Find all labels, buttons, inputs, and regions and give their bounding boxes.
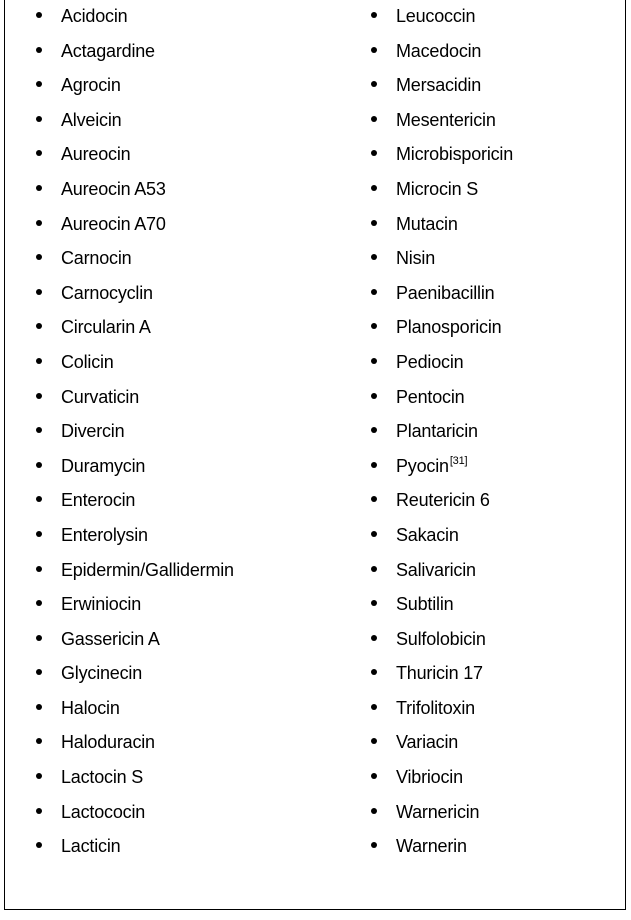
list-item-label: Salivaricin [396,559,476,580]
list-item-label: Sakacin [396,524,459,545]
bullet-icon [36,808,42,814]
list-item-label: Subtilin [396,594,454,615]
bullet-icon [36,600,42,606]
list-item-label: Acidocin [61,6,128,26]
list-item-label: Mesentericin [396,109,496,130]
list-item-label: Leucoccin [396,6,476,26]
list-item-label: Macedocin [396,40,482,61]
bullet-icon [36,81,42,87]
bullet-icon [371,220,377,226]
list-item-label: Erwiniocin [61,594,142,615]
list-item-label: Variacin [396,732,459,753]
bullet-icon [36,289,42,295]
bullet-icon [371,635,377,641]
list-item-label: Carnocyclin [61,282,153,303]
bullet-icon [371,185,377,191]
bullet-icon [371,81,377,87]
list-item-label: Epidermin/Gallidermin [61,559,234,580]
bullet-icon [371,12,377,18]
list-item-label: Pediocin [396,351,464,372]
bullet-icon [36,669,42,675]
bullet-icon [371,47,377,53]
bullet-icon [371,150,377,156]
bullet-icon [36,496,42,502]
list-item-label: Paenibacillin [396,282,495,303]
list-item-label: Circularin A [61,317,151,338]
bullet-icon [36,427,42,433]
list-item-label: Carnocin [61,248,132,269]
list-item-label: Mersacidin [396,75,482,96]
list-item-label: Duramycin [61,455,146,476]
bullet-icon [371,393,377,399]
list-item-label: Warnericin [396,801,480,822]
list-item-label: Enterocin [61,490,136,511]
list-item-label: Glycinecin [61,663,143,684]
list-item-label: Lactocin S [61,767,144,788]
list-item-label: Nisin [396,248,436,269]
bullet-icon [371,773,377,779]
bullet-icon [371,738,377,744]
list-item-label: Pentocin [396,386,465,407]
bullet-icon [36,462,42,468]
bullet-icon [371,462,377,468]
list-item-label: Aureocin [61,144,131,165]
list-item-label: Trifolitoxin [396,697,475,718]
bullet-icon [36,635,42,641]
bullet-icon [36,150,42,156]
bullet-icon [371,531,377,537]
list-item-label: Plantaricin [396,421,478,442]
bullet-icon [371,566,377,572]
list-item-label: Aureocin A53 [61,178,166,199]
bullet-icon [36,220,42,226]
bullet-icon [36,12,42,18]
list-item-label: Gassericin A [61,628,160,649]
bullet-icon [371,323,377,329]
bullet-icon [371,496,377,502]
bullet-icon [36,47,42,53]
bullet-icon [36,704,42,710]
bullet-icon [371,704,377,710]
list-item-label: Actagardine [61,40,155,61]
bullet-icon [371,254,377,260]
list-item-label: Haloduracin [61,732,155,753]
bullet-icon [371,358,377,364]
bullet-icon [371,842,377,848]
list-item-label: Lacticin [61,836,121,857]
list-item-label: Halocin [61,697,120,718]
bullet-icon [36,531,42,537]
list-item-label: Warnerin [396,836,467,857]
list-item-label: Planosporicin [396,317,502,338]
bullet-icon [36,842,42,848]
list-item-label: Thuricin 17 [396,663,483,684]
list-item-label [396,449,467,484]
list-item-label: Enterolysin [61,524,148,545]
list-item-label: Mutacin [396,213,458,234]
bullet-icon [371,116,377,122]
list-item-label: Vibriocin [396,767,463,788]
list-item-label: Colicin [61,351,114,372]
bullet-icon [36,323,42,329]
list-item-label: Microcin S [396,178,479,199]
list-item-label: Agrocin [61,75,121,96]
bullet-icon [36,393,42,399]
bullet-icon [36,738,42,744]
list-item-label: Aureocin A70 [61,213,166,234]
pyocin-label: Pyocin [396,455,449,476]
document-frame [4,0,626,910]
list-item-label: Lactococin [61,801,146,822]
bullet-icon [371,289,377,295]
list-item-label: Reutericin 6 [396,490,490,511]
bullet-icon [36,566,42,572]
list-item-label: Alveicin [61,109,122,130]
bullet-icon [371,669,377,675]
list-item-label: Curvaticin [61,386,140,407]
bullet-icon [371,808,377,814]
list-item-label: Microbisporicin [396,144,514,165]
list-item-label: Divercin [61,421,125,442]
citation-superscript: [31] [449,454,468,467]
bullet-icon [36,116,42,122]
bullet-icon [371,427,377,433]
bullet-icon [36,358,42,364]
bullet-icon [36,185,42,191]
list-item-label: Sulfolobicin [396,628,486,649]
bullet-icon [371,600,377,606]
bullet-icon [36,773,42,779]
bullet-icon [36,254,42,260]
